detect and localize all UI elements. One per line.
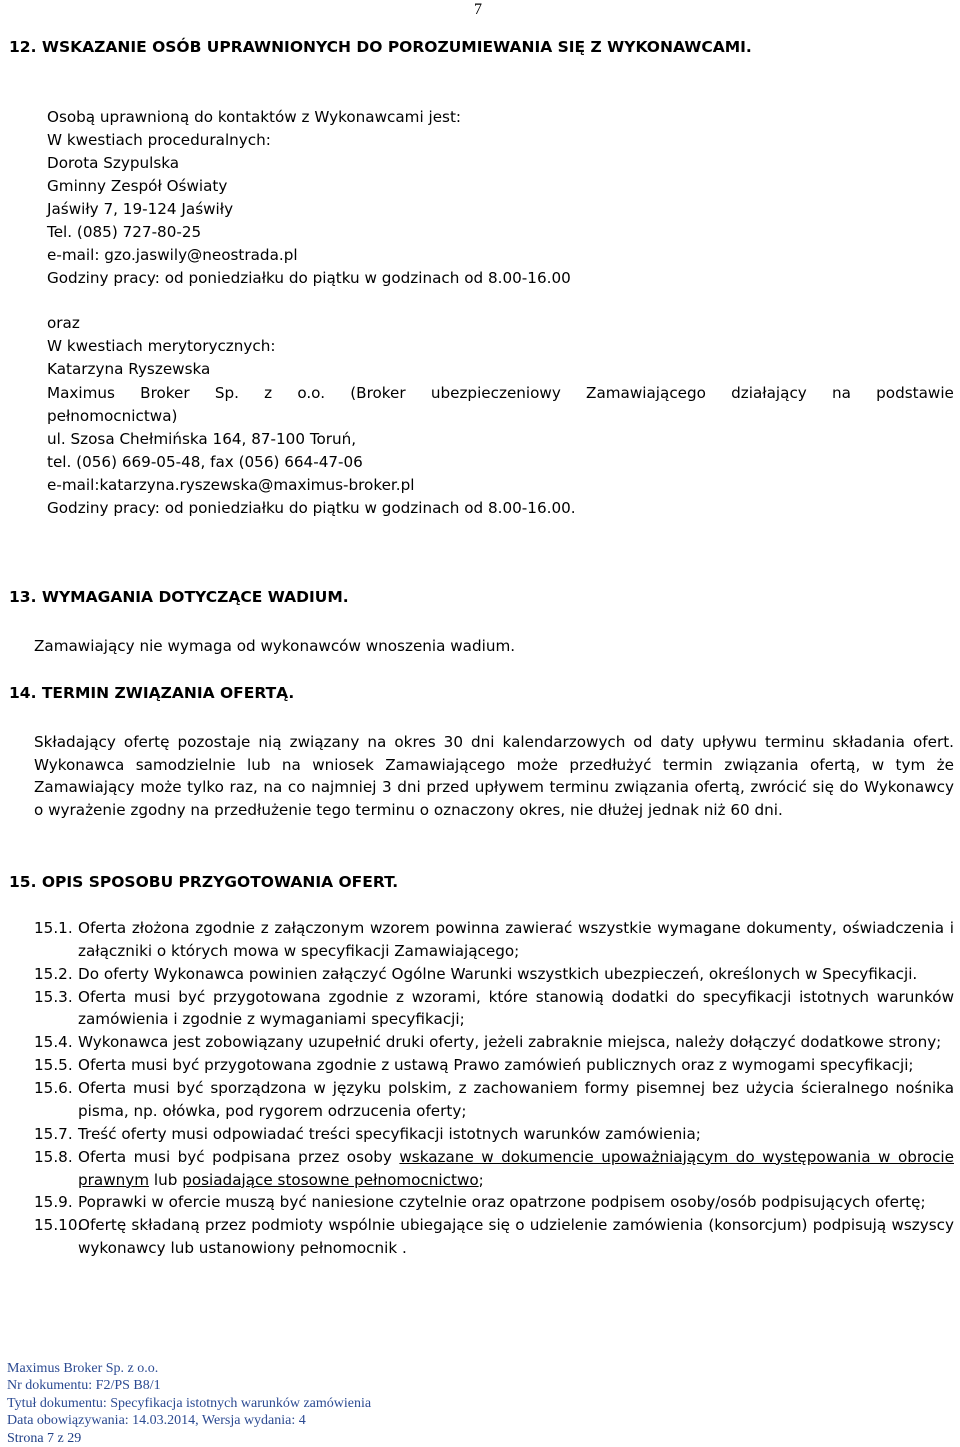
contact-line: Katarzyna Ryszewska: [47, 360, 211, 378]
footer-company: Maximus Broker Sp. z o.o.: [7, 1361, 159, 1376]
contact-line: Gminny Zespół Oświaty: [47, 177, 228, 195]
item-text-end: ;: [478, 1170, 484, 1189]
list-item: [34, 1123, 954, 1146]
section-12-contact-procedural: [47, 106, 954, 290]
broker-word: działający: [731, 384, 807, 402]
working-hours: Godziny pracy: od poniedziałku do piątku w godzinach od 8.00-16.00.: [47, 499, 576, 517]
broker-word: ubezpieczeniowy: [430, 384, 561, 402]
broker-word: podstawie: [876, 384, 954, 402]
broker-word: Sp.: [214, 384, 239, 402]
list-item: [34, 1054, 954, 1077]
authorization-document-reference: wskazane w dokumencie upoważniającym do występowania w obrocie prawnym: [78, 1147, 954, 1189]
contact-line: Jaświły 7, 19-124 Jaświły: [47, 200, 234, 218]
item-text-middle: lub: [149, 1170, 183, 1189]
item-number: 15.4.: [34, 1033, 73, 1052]
contact-address: ul. Szosa Chełmińska 164, 87-100 Toruń,: [47, 430, 357, 448]
contact-email: e-mail:katarzyna.ryszewska@maximus-broker.pl: [47, 476, 415, 494]
contact-line: Osobą uprawnioną do kontaktów z Wykonawcami jest:: [47, 108, 462, 126]
contact-line: W kwestiach proceduralnych:: [47, 131, 271, 149]
power-of-attorney-reference: posiadające stosowne pełnomocnictwo: [182, 1170, 479, 1189]
list-item: [34, 1191, 954, 1214]
item-text: Oferta musi być przygotowana zgodnie z wzorami, które stanowią dodatki do specyfikacji istotnych warunków zamówienia i zgodnie z wymaganiami specyfikacji;: [78, 987, 954, 1029]
item-number: 15.6.: [34, 1079, 73, 1098]
item-text: Oferta musi być sporządzona w języku polskim, z zachowaniem formy pisemnej bez użycia ścieralnego nośnika pisma, np. ołówka, pod rygorem odrzucenia oferty;: [78, 1079, 954, 1120]
item-text: Ofertę składaną przez podmioty wspólnie ubiegające się o udzielenie zamówienia (konsorcjum) podpisują wszyscy wykonawcy lub ustanowiony pełnomocnik .: [78, 1216, 954, 1258]
list-item: [34, 1214, 954, 1260]
section-15-list: [34, 917, 954, 1260]
list-item: [34, 1031, 954, 1054]
item-number: 15.3.: [34, 987, 73, 1006]
broker-word: (Broker: [350, 384, 406, 402]
broker-word: o.o.: [297, 384, 326, 402]
list-item: [34, 963, 954, 986]
broker-word: Broker: [140, 384, 190, 402]
contact-line: pełnomocnictwa): [47, 407, 178, 425]
item-text: Treść oferty musi odpowiadać treści specyfikacji istotnych warunków zamówienia;: [78, 1124, 701, 1143]
working-hours: Godziny pracy: od poniedziałku do piątku w godzinach od 8.00-16.00: [47, 269, 571, 287]
broker-word: Zamawiającego: [586, 384, 706, 402]
section-12-title: 12. WSKAZANIE OSÓB UPRAWNIONYCH DO POROZUMIEWANIA SIĘ Z WYKONAWCAMI.: [9, 38, 752, 56]
contact-line: W kwestiach merytorycznych:: [47, 337, 276, 355]
item-number: 15.8.: [34, 1147, 73, 1166]
item-number: 15.5.: [34, 1056, 73, 1075]
list-item: [34, 986, 954, 1032]
footer-doc-title: Tytuł dokumentu: Specyfikacja istotnych warunków zamówienia: [7, 1395, 372, 1411]
section-15-title: 15. OPIS SPOSOBU PRZYGOTOWANIA OFERT.: [9, 873, 399, 891]
contact-phone: tel. (056) 669-05-48, fax (056) 664-47-06: [47, 453, 363, 471]
item-text: Poprawki w ofercie muszą być naniesione czytelnie oraz opatrzone podpisem osoby/osób podpisujących ofertę;: [78, 1193, 926, 1212]
footer-validity: Data obowiązywania: 14.03.2014, Wersja wydania: 4: [7, 1413, 306, 1429]
broker-line: [47, 382, 954, 405]
list-item: [34, 1146, 954, 1192]
footer-page-count: Strona 7 z 29: [7, 1430, 82, 1446]
broker-word: Maximus: [47, 384, 115, 402]
section-13-title: 13. WYMAGANIA DOTYCZĄCE WADIUM.: [9, 588, 349, 606]
item-text-start: Oferta musi być podpisana przez osoby: [78, 1147, 400, 1166]
item-text: Do oferty Wykonawca powinien załączyć Ogólne Warunki wszystkich ubezpieczeń, określonych w Specyfikacji.: [78, 964, 918, 983]
contact-line: Tel. (085) 727-80-25: [47, 223, 202, 241]
list-item: [34, 1077, 954, 1123]
item-text: Oferta złożona zgodnie z załączonym wzorem powinna zawierać wszystkie wymagane dokumenty, oświadczenia i załączniki o których mowa w specyfikacji Zamawiającego;: [78, 919, 954, 960]
list-item: [34, 917, 954, 963]
item-number: 15.1.: [34, 919, 73, 937]
footer-doc-number: Nr dokumentu: F2/PS B8/1: [7, 1378, 161, 1394]
contact-email: e-mail: gzo.jaswily@neostrada.pl: [47, 246, 298, 264]
page-number: 7: [474, 1, 482, 18]
broker-word: z: [264, 384, 273, 402]
item-text: Wykonawca jest zobowiązany uzupełnić druki oferty, jeżeli zabraknie miejsca, należy dołączyć dodatkowe strony;: [78, 1033, 942, 1052]
item-number: 15.10.: [34, 1216, 83, 1235]
item-number: 15.9.: [34, 1193, 73, 1212]
section-14-title: 14. TERMIN ZWIĄZANIA OFERTĄ.: [9, 684, 295, 702]
section-12-contact-substantive: [47, 312, 954, 520]
section-13-text: Zamawiający nie wymaga od wykonawców wnoszenia wadium.: [34, 637, 516, 655]
section-14-text: Składający ofertę pozostaje nią związany na okres 30 dni kalendarzowych od daty upływu terminu składania ofert. Wykonawca samodzielnie lub na wniosek Zamawiającego może przedłużyć termin związania ofertą, w tym że Zamawiający może tylko raz, na co najmniej 3 dni przed upływem terminu związania ofertą, zwrócić się do Wykonawcy o wyrażenie zgodny na przedłużenie tego terminu o oznaczony okres, nie dłużej jednak niż 60 dni.: [34, 733, 954, 819]
item-number: 15.7.: [34, 1124, 73, 1143]
contact-line: Dorota Szypulska: [47, 154, 180, 172]
page-footer: [7, 1360, 371, 1447]
item-text: Oferta musi być przygotowana zgodnie z ustawą Prawo zamówień publicznych oraz z wymogami specyfikacji;: [78, 1056, 914, 1075]
broker-word: na: [832, 384, 851, 402]
item-text: [78, 1146, 954, 1192]
item-number: 15.2.: [34, 964, 73, 983]
contact-line: oraz: [47, 314, 80, 332]
